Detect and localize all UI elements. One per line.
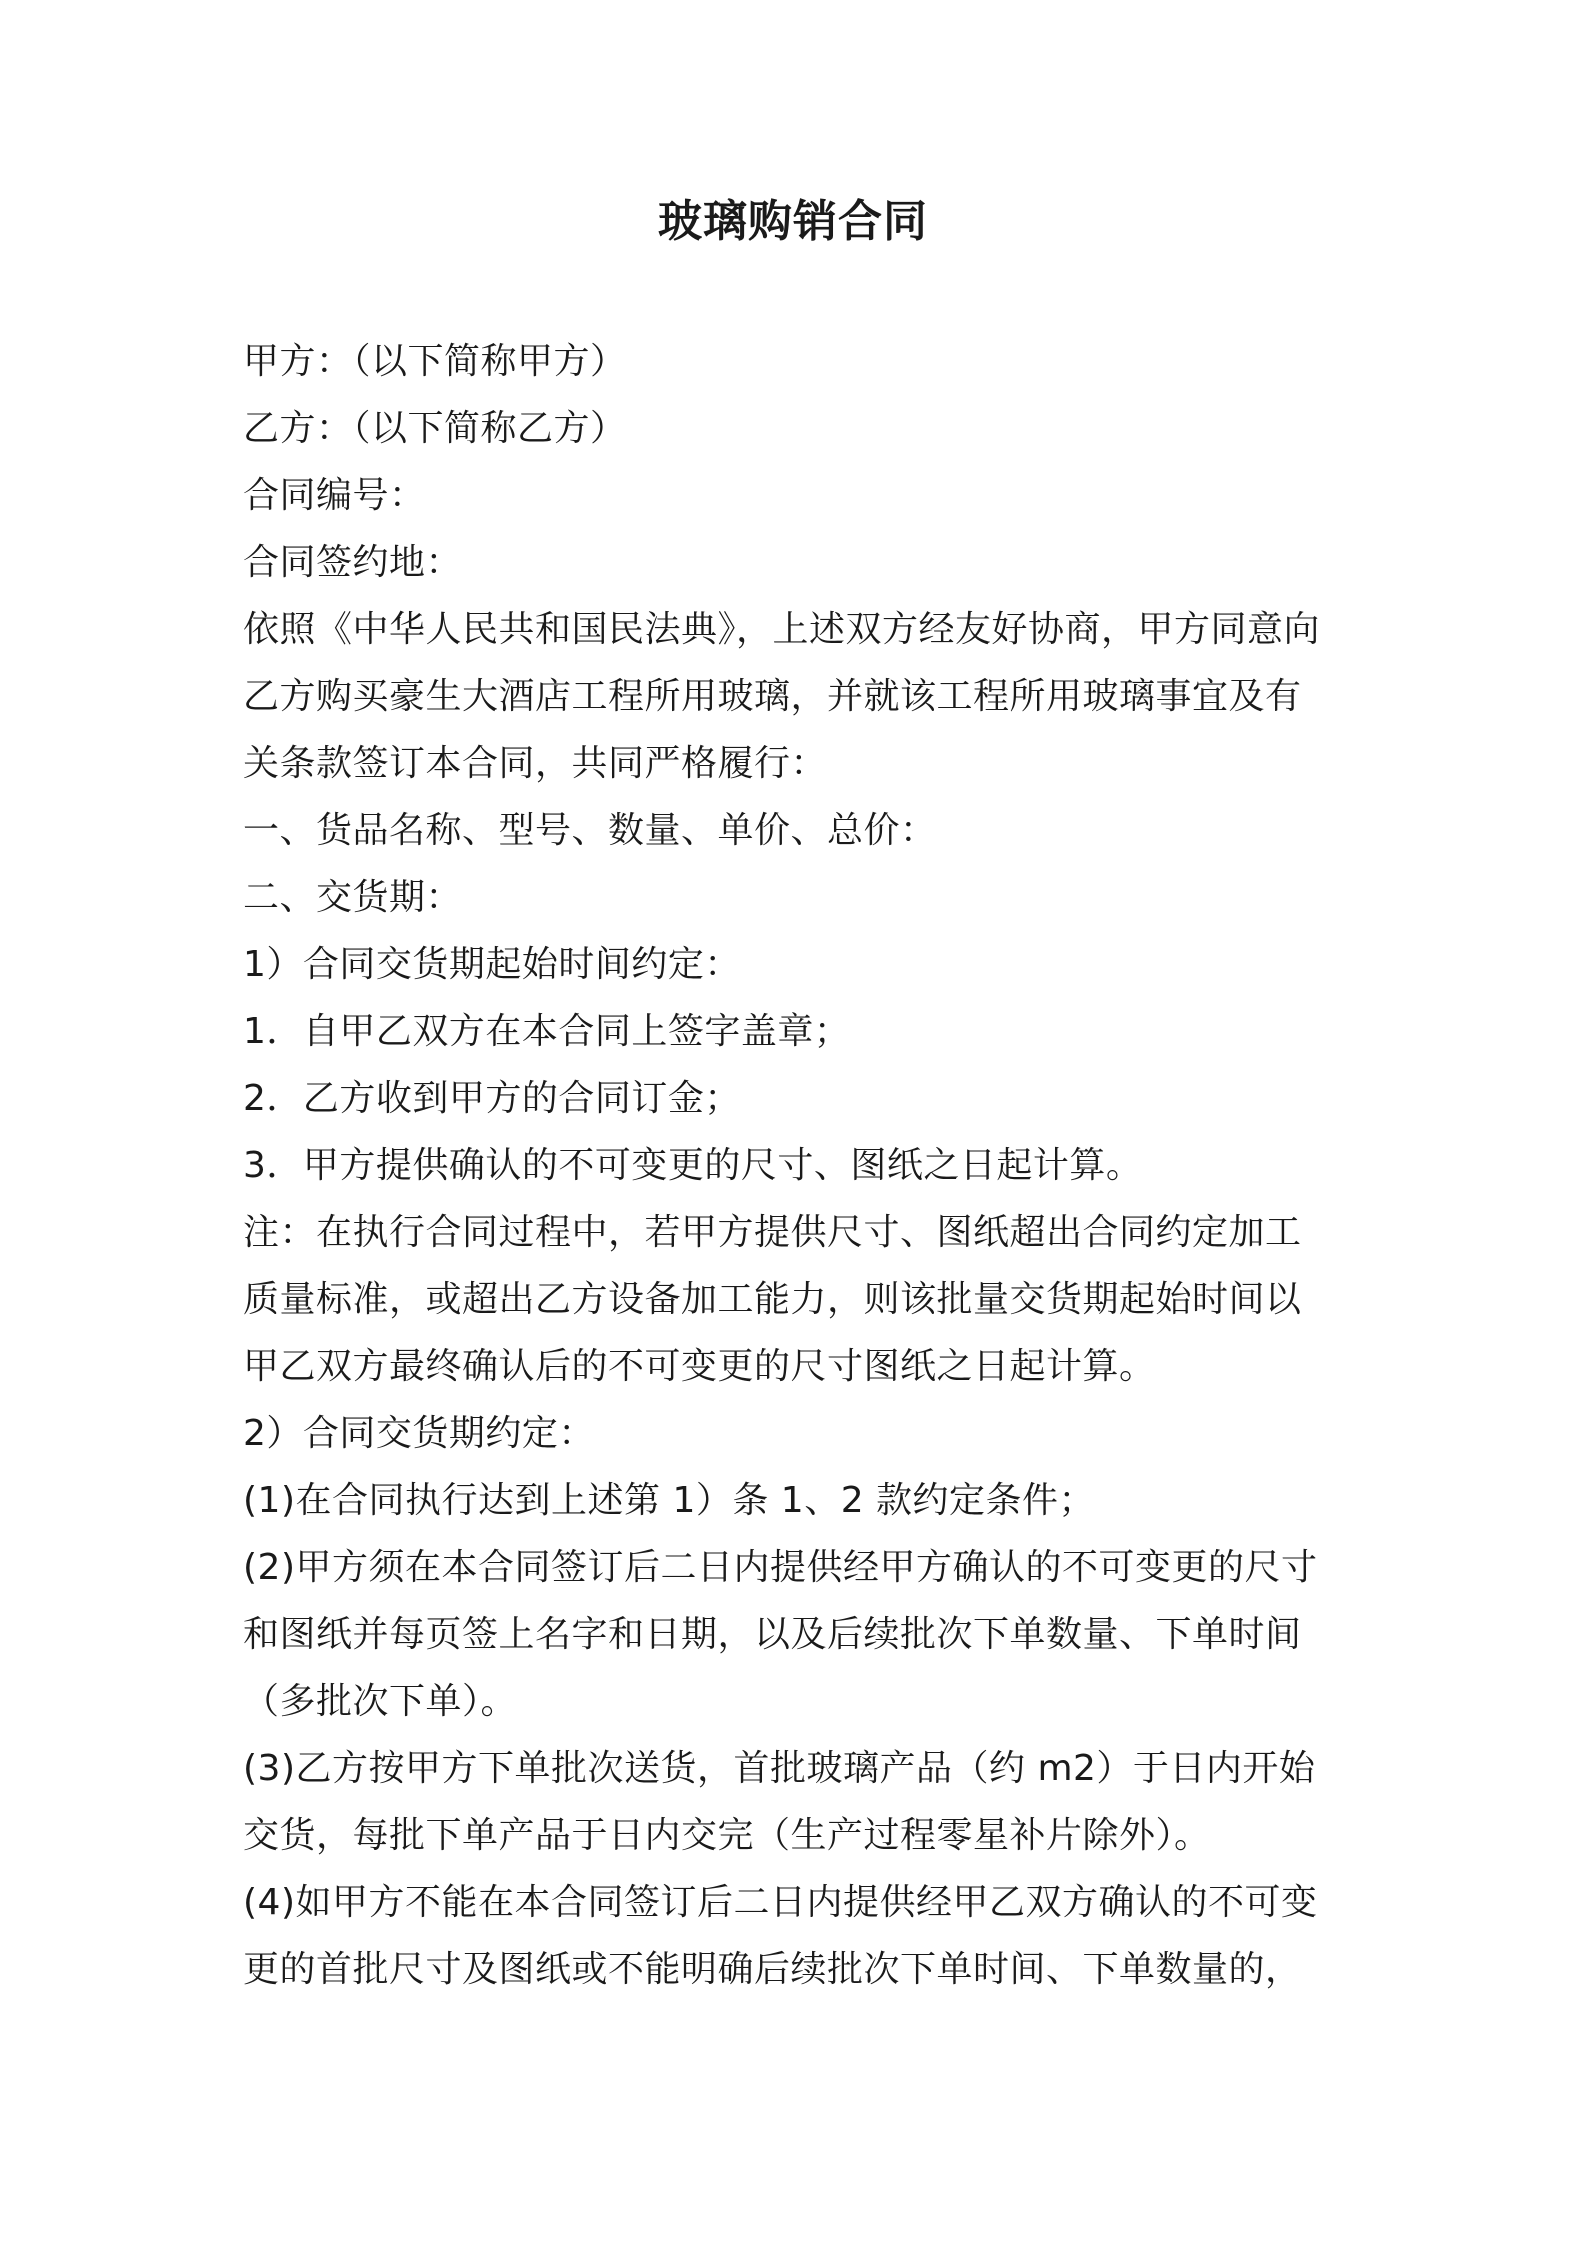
signing-place-line: 合同签约地：	[243, 542, 463, 583]
preamble-line: 乙方购买豪生大酒店工程所用玻璃，并就该工程所用玻璃事宜及有	[243, 676, 1302, 717]
clause-heading: 1）合同交货期起始时间约定：	[243, 944, 741, 985]
contract-number-line: 合同编号：	[243, 475, 426, 516]
note-line: 质量标准，或超出乙方设备加工能力，则该批量交货期起始时间以	[243, 1279, 1302, 1320]
clause-heading: 2）合同交货期约定：	[243, 1413, 595, 1454]
preamble-line: 依照《中华人民共和国民法典》，上述双方经友好协商，甲方同意向	[243, 609, 1321, 650]
note-line: 注：在执行合同过程中，若甲方提供尺寸、图纸超出合同约定加工	[243, 1212, 1302, 1253]
clause-item: (4)如甲方不能在本合同签订后二日内提供经甲乙双方确认的不可变	[243, 1882, 1318, 1923]
clause-item: 交货，每批下单产品于日内交完（生产过程零星补片除外）。	[243, 1815, 1211, 1856]
clause-item: 1．自甲乙双方在本合同上签字盖章；	[243, 1011, 851, 1052]
party-a-line: 甲方：（以下简称甲方）	[243, 341, 627, 382]
clause-item: (2)甲方须在本合同签订后二日内提供经甲方确认的不可变更的尺寸	[243, 1547, 1318, 1588]
clause-item: 和图纸并每页签上名字和日期，以及后续批次下单数量、下单时间	[243, 1614, 1302, 1655]
preamble-line: 关条款签订本合同，共同严格履行：	[243, 743, 828, 784]
clause-item: (3)乙方按甲方下单批次送货，首批玻璃产品（约 m2）于日内开始	[243, 1748, 1316, 1789]
party-b-line: 乙方：（以下简称乙方）	[243, 408, 627, 449]
clause-item: (1)在合同执行达到上述第 1）条 1、2 款约定条件；	[243, 1480, 1096, 1521]
clause-item: （多批次下单）。	[243, 1681, 518, 1722]
section-heading: 一、货品名称、型号、数量、单价、总价：	[243, 810, 937, 851]
clause-item: 3．甲方提供确认的不可变更的尺寸、图纸之日起计算。	[243, 1145, 1143, 1186]
document-body	[243, 328, 1363, 2003]
clause-item: 2．乙方收到甲方的合同订金；	[243, 1078, 741, 1119]
section-heading: 二、交货期：	[243, 877, 463, 918]
clause-item: 更的首批尺寸及图纸或不能明确后续批次下单时间、下单数量的，	[243, 1949, 1302, 1990]
document-title: 玻璃购销合同	[658, 196, 928, 247]
note-line: 甲乙双方最终确认后的不可变更的尺寸图纸之日起计算。	[243, 1346, 1156, 1387]
